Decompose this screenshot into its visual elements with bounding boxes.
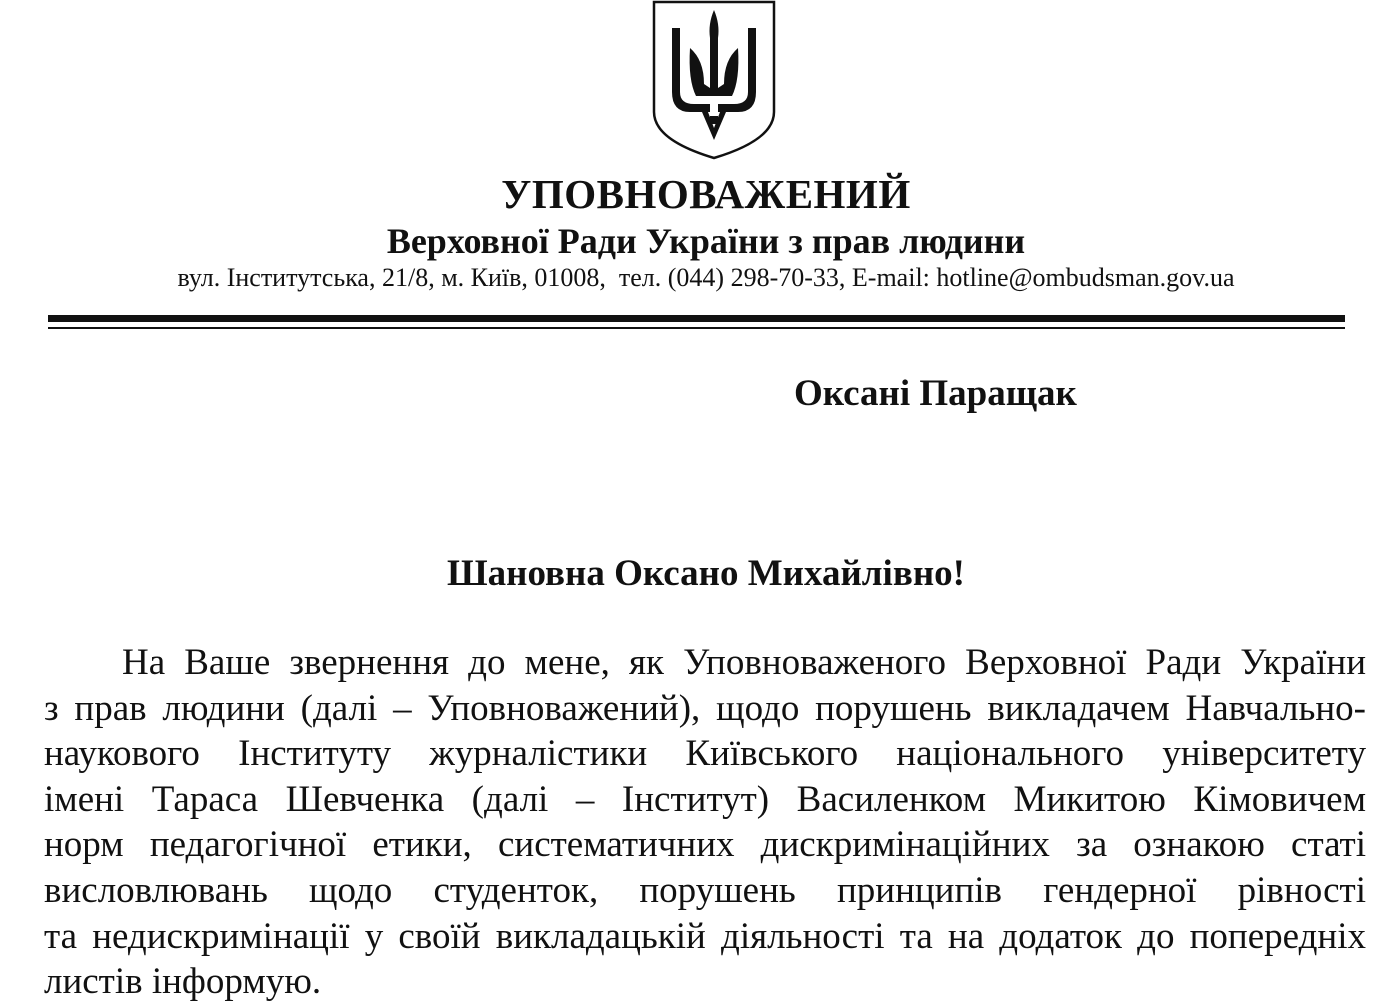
body-line: висловлювань щодо студенток, порушень принципів гендерної рівності [44, 869, 1366, 911]
org-contacts: вул. Інститутська, 21/8, м. Київ, 01008, тел. (044) 298-70-33, E-mail: hotline@ombudsman.gov.ua [177, 263, 1235, 292]
salutation: Шановна Оксано Михайлівно! [447, 553, 965, 594]
body-line: з прав людини (далі – Уповноважений), щодо порушень викладачем Навчально- [44, 687, 1366, 729]
letter-body [44, 640, 1366, 1005]
org-subtitle: Верховної Ради України з прав людини [386, 221, 1026, 261]
body-line: норм педагогічної етики, систематичних дискримінаційних за ознакою статі [44, 824, 1366, 866]
body-line: імені Тараса Шевченка (далі – Інститут) Василенком Микитою Кімовичем [44, 778, 1366, 820]
body-line: На Ваше звернення до мене, як Уповноваженого Верховної Ради України [122, 642, 1366, 683]
header-divider-thick [48, 315, 1345, 322]
body-line: листів інформую. [44, 961, 322, 1003]
body-line: наукового Інституту журналістики Київського національного університету [44, 733, 1366, 775]
header-divider-thin [48, 327, 1345, 329]
trident-coat-of-arms-icon [650, 0, 778, 160]
org-title: УПОВНОВАЖЕНИЙ [501, 171, 911, 217]
body-line: та недискримінації у своїй викладацькій діяльності та на додаток до попередніх [44, 915, 1366, 957]
addressee-name: Оксані Паращак [794, 373, 1077, 414]
